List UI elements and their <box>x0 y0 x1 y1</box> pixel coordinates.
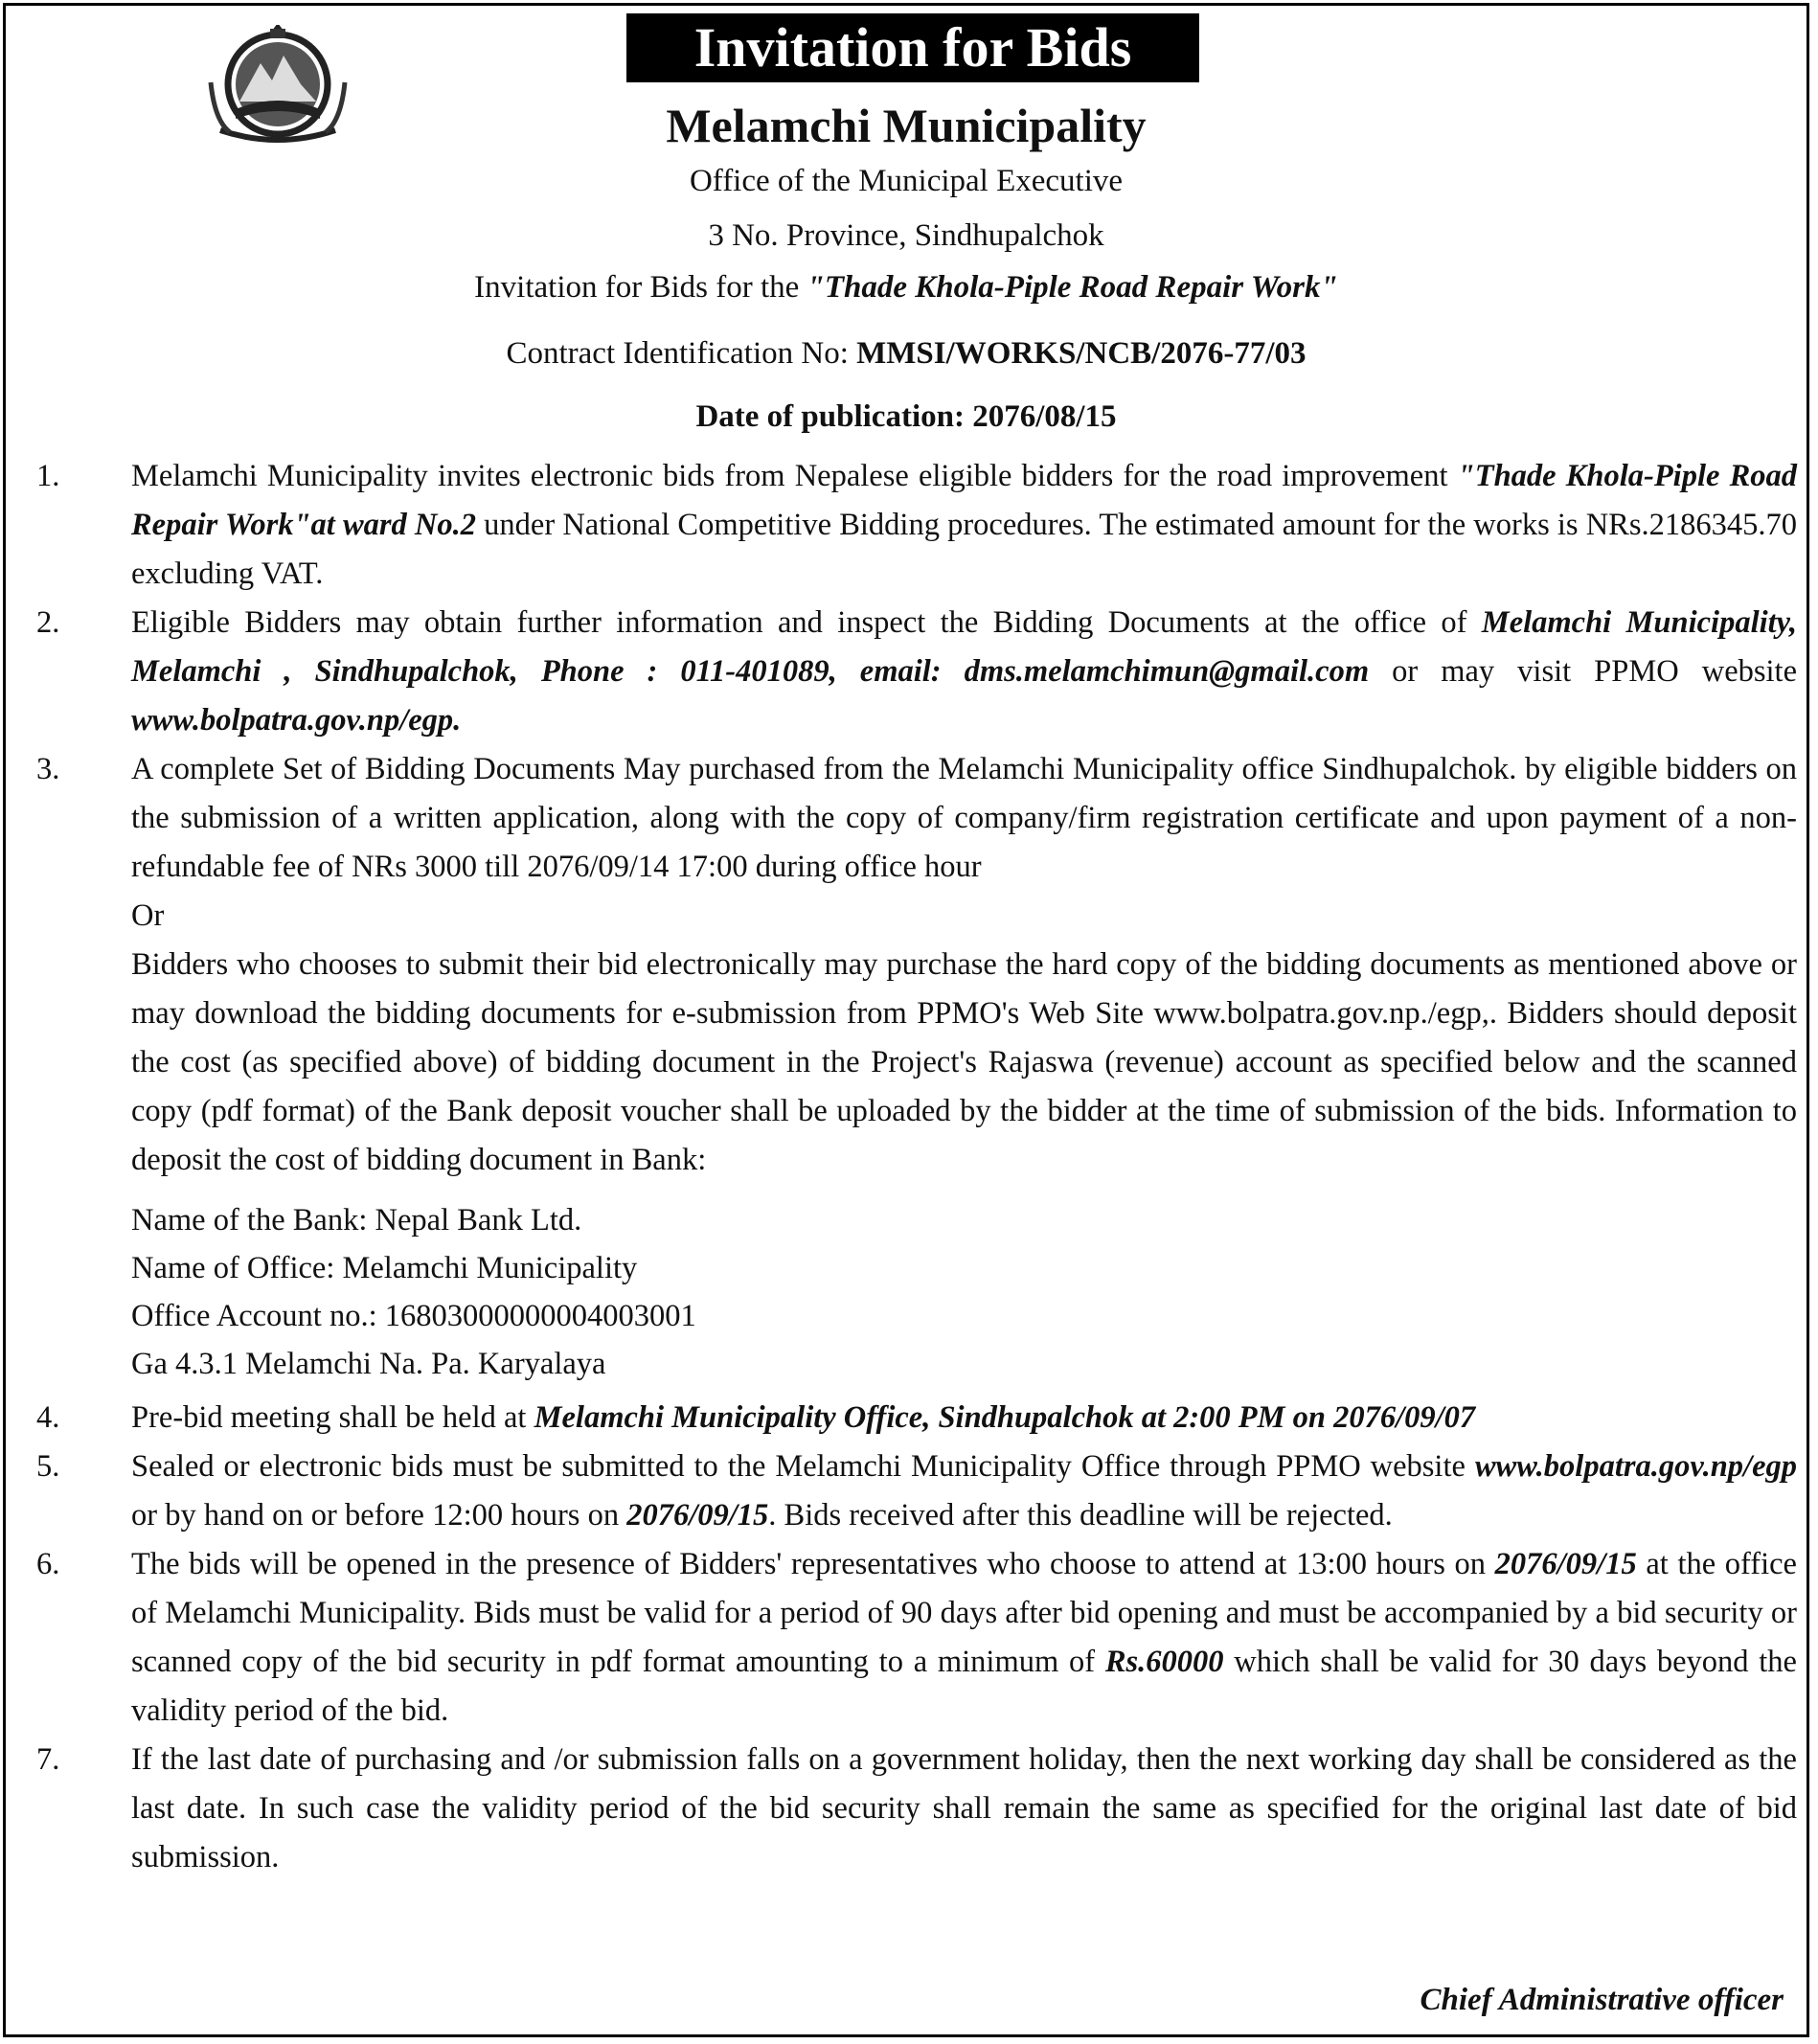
list-item <box>29 1442 1797 1540</box>
item-number: 2. <box>36 605 60 640</box>
bid-notice <box>3 3 1809 2037</box>
item-number: 1. <box>36 459 60 493</box>
bank-details <box>131 1196 1797 1388</box>
item-text: or may visit PPMO website <box>1369 654 1797 689</box>
item-text: Sealed or electronic bids must be submitted to the Melamchi Municipality Office through PPMO website <box>131 1449 1475 1484</box>
item-text: A complete Set of Bidding Documents May purchased from the Melamchi Municipality office Sindhupalchok. by eligible bidders on the submission of a written application, along with the copy of company/firm registration certificate and upon payment of a non-refundable fee of NRs 3000 till 2076/09/14 17:00 during office hour <box>131 752 1797 884</box>
ifb-prefix: Invitation for Bids for the <box>474 270 807 305</box>
item-text: Melamchi Municipality invites electronic bids from Nepalese eligible bidders for the road improvement <box>131 459 1458 493</box>
office-name: Office of the Municipal Executive <box>689 164 1124 198</box>
item-text: The bids will be opened in the presence of Bidders' representatives who choose to attend at 13:00 hours on <box>131 1547 1495 1581</box>
item-emphasis: Melamchi Municipality Office, Sindhupalchok at 2:00 PM on 2076/09/07 <box>534 1400 1476 1435</box>
item-emphasis: Melamchi Municipality, Melamchi , Sindhupalchok, Phone : 011-401089, email: dms.melamchimun@gmail.com <box>131 605 1797 689</box>
bank-account: Office Account no.: 16803000000004003001 <box>131 1299 696 1333</box>
item-text: Eligible Bidders may obtain further information and inspect the Bidding Documents at the office of <box>131 605 1482 640</box>
municipality-name: Melamchi Municipality <box>666 99 1147 152</box>
item-text: Pre-bid meeting shall be held at <box>131 1400 534 1435</box>
bank-name: Name of the Bank: Nepal Bank Ltd. <box>131 1203 582 1238</box>
list-item <box>29 745 1797 1388</box>
list-item <box>29 1736 1797 1882</box>
ifb-line <box>6 270 1807 306</box>
item-number: 3. <box>36 752 60 786</box>
item-number: 7. <box>36 1742 60 1777</box>
item-number: 4. <box>36 1400 60 1435</box>
signature: Chief Administrative officer <box>1420 1983 1784 2017</box>
list-item <box>29 599 1797 745</box>
item-number: 6. <box>36 1547 60 1581</box>
item-number: 5. <box>36 1449 60 1484</box>
contract-number: MMSI/WORKS/NCB/2076-77/03 <box>856 336 1307 371</box>
contract-label: Contract Identification No: <box>506 336 857 371</box>
item-text: Or <box>131 898 165 933</box>
notice-items <box>29 452 1797 1882</box>
item-emphasis: 2076/09/15 <box>1494 1547 1637 1581</box>
notice-title: Invitation for Bids <box>626 13 1199 82</box>
item-emphasis: Rs.60000 <box>1104 1645 1224 1679</box>
list-item <box>29 452 1797 599</box>
item-text: which shall be valid for 30 days beyond the validity period of the bid. <box>131 1645 1797 1728</box>
item-text: under National Competitive Bidding procedures. The estimated amount for the works is NRs.2186345.70 excluding VAT. <box>131 508 1797 591</box>
item-emphasis: "Thade Khola-Piple Road Repair Work"at ward No.2 <box>131 459 1797 542</box>
item-text: or by hand on or before 12:00 hours on <box>131 1498 627 1533</box>
item-text: at the office of Melamchi Municipality. Bids must be valid for a period of 90 days after bid opening and must be accompanied by a bid security or scanned copy of the bid security in pdf format amounting to a minimum of <box>131 1547 1797 1679</box>
location: 3 No. Province, Sindhupalchok <box>708 218 1104 253</box>
contract-line <box>6 336 1807 372</box>
bank-office: Name of Office: Melamchi Municipality <box>131 1251 638 1285</box>
item-emphasis: www.bolpatra.gov.np/egp <box>1474 1449 1797 1484</box>
item-emphasis: 2076/09/15 <box>626 1498 769 1533</box>
item-emphasis: www.bolpatra.gov.np/egp. <box>131 703 462 738</box>
publication-date: Date of publication: 2076/08/15 <box>695 399 1117 434</box>
item-text: Bidders who chooses to submit their bid electronically may purchase the hard copy of the bidding documents as mentioned above or may download the bidding documents for e-submission from PPMO's Web Site www.bolpatra.gov.np./egp,. Bidders should deposit the cost (as specified above) of bidding document in the Project's Rajaswa (revenue) account as specified below and the scanned copy (pdf format) of the Bank deposit voucher shall be uploaded by the bidder at the time of submission of the bids. Information to deposit the cost of bidding document in Bank: <box>131 947 1797 1177</box>
list-item <box>29 1394 1797 1442</box>
item-text: If the last date of purchasing and /or submission falls on a government holiday, then the next working day shall be considered as the last date. In such case the validity period of the bid security shall remain the same as specified for the original last date of bid submission. <box>131 1742 1797 1874</box>
bank-ledger: Ga 4.3.1 Melamchi Na. Pa. Karyalaya <box>131 1347 606 1381</box>
list-item <box>29 1540 1797 1736</box>
item-text: . Bids received after this deadline will be rejected. <box>768 1498 1393 1533</box>
project-name: "Thade Khola-Piple Road Repair Work" <box>807 270 1338 305</box>
